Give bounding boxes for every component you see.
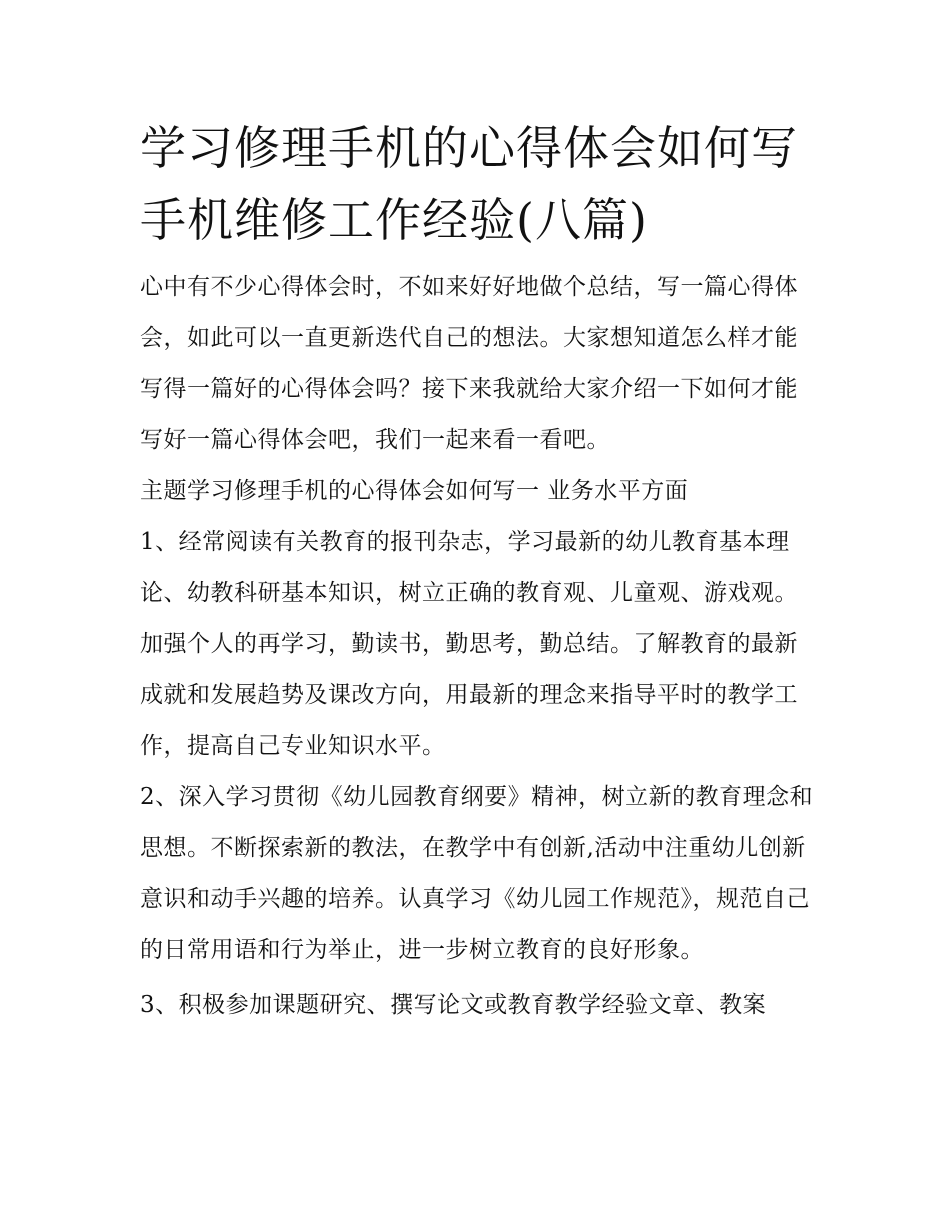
document-page <box>140 112 816 1031</box>
section-heading: 主题学习修理手机的心得体会如何写一 业务水平方面 <box>140 478 689 504</box>
document-title: 学习修理手机的心得体会如何写 手机维修工作经验(八篇) <box>140 121 798 247</box>
list-item-2: 2、深入学习贯彻《幼儿园教育纲要》精神，树立新的教育理念和思想。不断探索新的教法，在教学中有创新,活动中注重幼儿创新意识和动手兴趣的培养。认真学习《幼儿园工作规范》，规范自己的日常用语和行为举止，进一步树立教育的良好形象。 <box>140 784 814 963</box>
intro-paragraph: 心中有不少心得体会时，不如来好好地做个总结，写一篇心得体会，如此可以一直更新迭代自己的想法。大家想知道怎么样才能写得一篇好的心得体会吗？接下来我就给大家介绍一下如何才能写好一篇心得体会吧，我们一起来看一看吧。 <box>140 274 798 453</box>
list-item-3: 3、积极参加课题研究、撰写论文或教育教学经验文章、教案 <box>140 992 767 1018</box>
list-item-1: 1、经常阅读有关教育的报刊杂志，学习最新的幼儿教育基本理论、幼教科研基本知识，树立正确的教育观、儿童观、游戏观。加强个人的再学习，勤读书，勤思考，勤总结。了解教育的最新成就和发展趋势及课改方向，用最新的理念来指导平时的教学工作，提高自己专业知识水平。 <box>140 529 798 759</box>
